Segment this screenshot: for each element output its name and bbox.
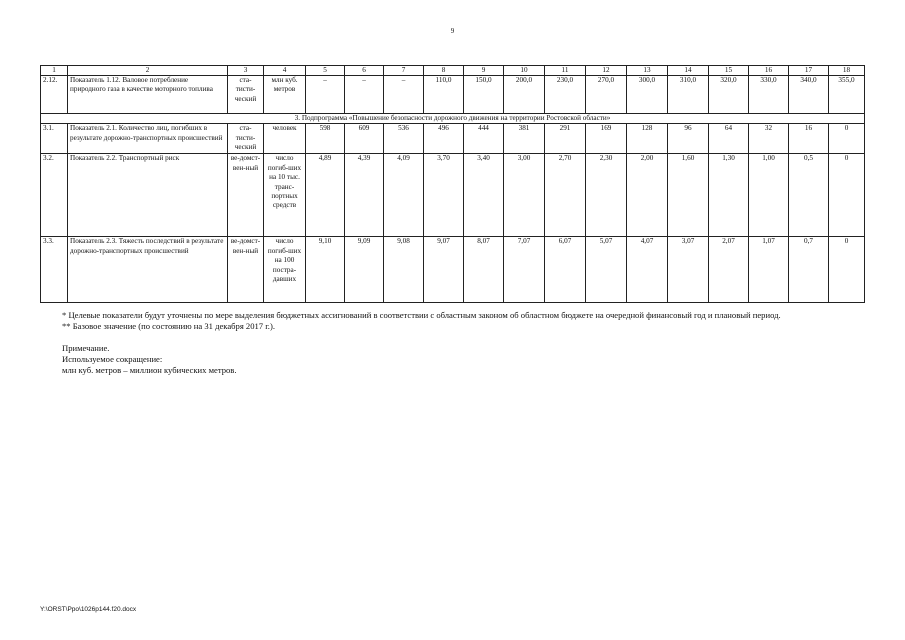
value-cell: 320,0 bbox=[709, 76, 749, 114]
value-cell: 2,00 bbox=[627, 154, 668, 237]
value-cell: 16 bbox=[789, 124, 829, 154]
value-cell: 598 bbox=[306, 124, 345, 154]
value-cell: 7,07 bbox=[504, 237, 545, 303]
column-number: 1 bbox=[41, 66, 68, 76]
indicators-table bbox=[40, 65, 865, 303]
value-cell: 200,0 bbox=[504, 76, 545, 114]
value-cell: 1,60 bbox=[668, 154, 709, 237]
value-cell: 300,0 bbox=[627, 76, 668, 114]
value-cell: 1,00 bbox=[749, 154, 789, 237]
value-cell: 0 bbox=[829, 237, 865, 303]
value-cell: 128 bbox=[627, 124, 668, 154]
value-cell: 291 bbox=[545, 124, 586, 154]
column-number-row bbox=[41, 66, 865, 76]
value-cell: 4,09 bbox=[384, 154, 424, 237]
value-cell: 110,0 bbox=[424, 76, 464, 114]
value-cell: 6,07 bbox=[545, 237, 586, 303]
value-cell: 0 bbox=[829, 124, 865, 154]
column-number: 10 bbox=[504, 66, 545, 76]
section-heading-row bbox=[41, 114, 865, 124]
value-cell: 8,07 bbox=[464, 237, 504, 303]
column-number: 4 bbox=[264, 66, 306, 76]
value-cell: 1,07 bbox=[749, 237, 789, 303]
value-cell: – bbox=[345, 76, 384, 114]
value-cell: 270,0 bbox=[586, 76, 627, 114]
value-cell: – bbox=[306, 76, 345, 114]
value-cell: 169 bbox=[586, 124, 627, 154]
row-number: 3.2. bbox=[41, 154, 68, 237]
indicator-source: ста-тисти-ческий bbox=[228, 76, 264, 114]
indicator-name: Показатель 1.12. Валовое потребление природного газа в качестве моторного топлива bbox=[68, 76, 228, 114]
value-cell: 5,07 bbox=[586, 237, 627, 303]
value-cell: 64 bbox=[709, 124, 749, 154]
indicator-unit: млн куб. метров bbox=[264, 76, 306, 114]
value-cell: 381 bbox=[504, 124, 545, 154]
footnote-target-values: * Целевые показатели будут уточнены по мере выделения бюджетных ассигнований в соответствии с областным законом об областном бюджете на очередной финансовый год и плановый период. bbox=[62, 310, 781, 320]
value-cell: 355,0 bbox=[829, 76, 865, 114]
column-number: 16 bbox=[749, 66, 789, 76]
value-cell: 3,40 bbox=[464, 154, 504, 237]
value-cell: 1,30 bbox=[709, 154, 749, 237]
value-cell: 330,0 bbox=[749, 76, 789, 114]
value-cell: 150,0 bbox=[464, 76, 504, 114]
indicator-source: ве-домст-вен-ный bbox=[228, 237, 264, 303]
column-number: 12 bbox=[586, 66, 627, 76]
column-number: 14 bbox=[668, 66, 709, 76]
section-title: 3. Подпрограмма «Повышение безопасности дорожного движения на территории Ростовской области» bbox=[41, 114, 865, 124]
value-cell: 0 bbox=[829, 154, 865, 237]
value-cell: 96 bbox=[668, 124, 709, 154]
column-number: 11 bbox=[545, 66, 586, 76]
indicator-unit: число погиб-ших на 100 постра-давших bbox=[264, 237, 306, 303]
abbreviation-item: млн куб. метров – миллион кубических метров. bbox=[62, 365, 237, 375]
indicator-source: ве-домст-вен-ный bbox=[228, 154, 264, 237]
column-number: 3 bbox=[228, 66, 264, 76]
value-cell: 0,5 bbox=[789, 154, 829, 237]
value-cell: 230,0 bbox=[545, 76, 586, 114]
table-row-3-2 bbox=[41, 154, 865, 237]
value-cell: 4,07 bbox=[627, 237, 668, 303]
value-cell: 310,0 bbox=[668, 76, 709, 114]
value-cell: 340,0 bbox=[789, 76, 829, 114]
abbreviation-title: Используемое сокращение: bbox=[62, 354, 163, 364]
column-number: 17 bbox=[789, 66, 829, 76]
value-cell: – bbox=[384, 76, 424, 114]
value-cell: 9,08 bbox=[384, 237, 424, 303]
table-row-3-1 bbox=[41, 124, 865, 154]
column-number: 8 bbox=[424, 66, 464, 76]
value-cell: 3,00 bbox=[504, 154, 545, 237]
column-number: 15 bbox=[709, 66, 749, 76]
indicator-source: ста-тисти-ческий bbox=[228, 124, 264, 154]
value-cell: 609 bbox=[345, 124, 384, 154]
page-number: 9 bbox=[450, 27, 455, 35]
value-cell: 9,07 bbox=[424, 237, 464, 303]
indicator-unit: человек bbox=[264, 124, 306, 154]
column-number: 13 bbox=[627, 66, 668, 76]
row-number: 2.12. bbox=[41, 76, 68, 114]
value-cell: 2,30 bbox=[586, 154, 627, 237]
column-number: 7 bbox=[384, 66, 424, 76]
footnote-base-value: ** Базовое значение (по состоянию на 31 декабря 2017 г.). bbox=[62, 321, 275, 331]
remark-title: Примечание. bbox=[62, 343, 110, 353]
indicator-name: Показатель 2.2. Транспортный риск bbox=[68, 154, 228, 237]
value-cell: 496 bbox=[424, 124, 464, 154]
indicator-unit: число погиб-ших на 10 тыс. транс-портных средств bbox=[264, 154, 306, 237]
column-number: 9 bbox=[464, 66, 504, 76]
value-cell: 2,70 bbox=[545, 154, 586, 237]
column-number: 18 bbox=[829, 66, 865, 76]
row-number: 3.3. bbox=[41, 237, 68, 303]
value-cell: 3,07 bbox=[668, 237, 709, 303]
value-cell: 4,39 bbox=[345, 154, 384, 237]
column-number: 6 bbox=[345, 66, 384, 76]
value-cell: 0,7 bbox=[789, 237, 829, 303]
value-cell: 444 bbox=[464, 124, 504, 154]
table-row-2-12 bbox=[41, 76, 865, 114]
indicator-name: Показатель 2.1. Количество лиц, погибших в результате дорожно-транспортных происшествий bbox=[68, 124, 228, 154]
row-number: 3.1. bbox=[41, 124, 68, 154]
value-cell: 3,70 bbox=[424, 154, 464, 237]
column-number: 5 bbox=[306, 66, 345, 76]
value-cell: 536 bbox=[384, 124, 424, 154]
value-cell: 9,09 bbox=[345, 237, 384, 303]
document-file-path: Y:\ORST\Ppo\1026p144.f20.docx bbox=[40, 606, 137, 613]
value-cell: 4,89 bbox=[306, 154, 345, 237]
value-cell: 2,07 bbox=[709, 237, 749, 303]
footnotes bbox=[40, 310, 862, 376]
indicator-name: Показатель 2.3. Тяжесть последствий в результате дорожно-транспортных происшествий bbox=[68, 237, 228, 303]
value-cell: 32 bbox=[749, 124, 789, 154]
column-number: 2 bbox=[68, 66, 228, 76]
table-row-3-3 bbox=[41, 237, 865, 303]
value-cell: 9,10 bbox=[306, 237, 345, 303]
